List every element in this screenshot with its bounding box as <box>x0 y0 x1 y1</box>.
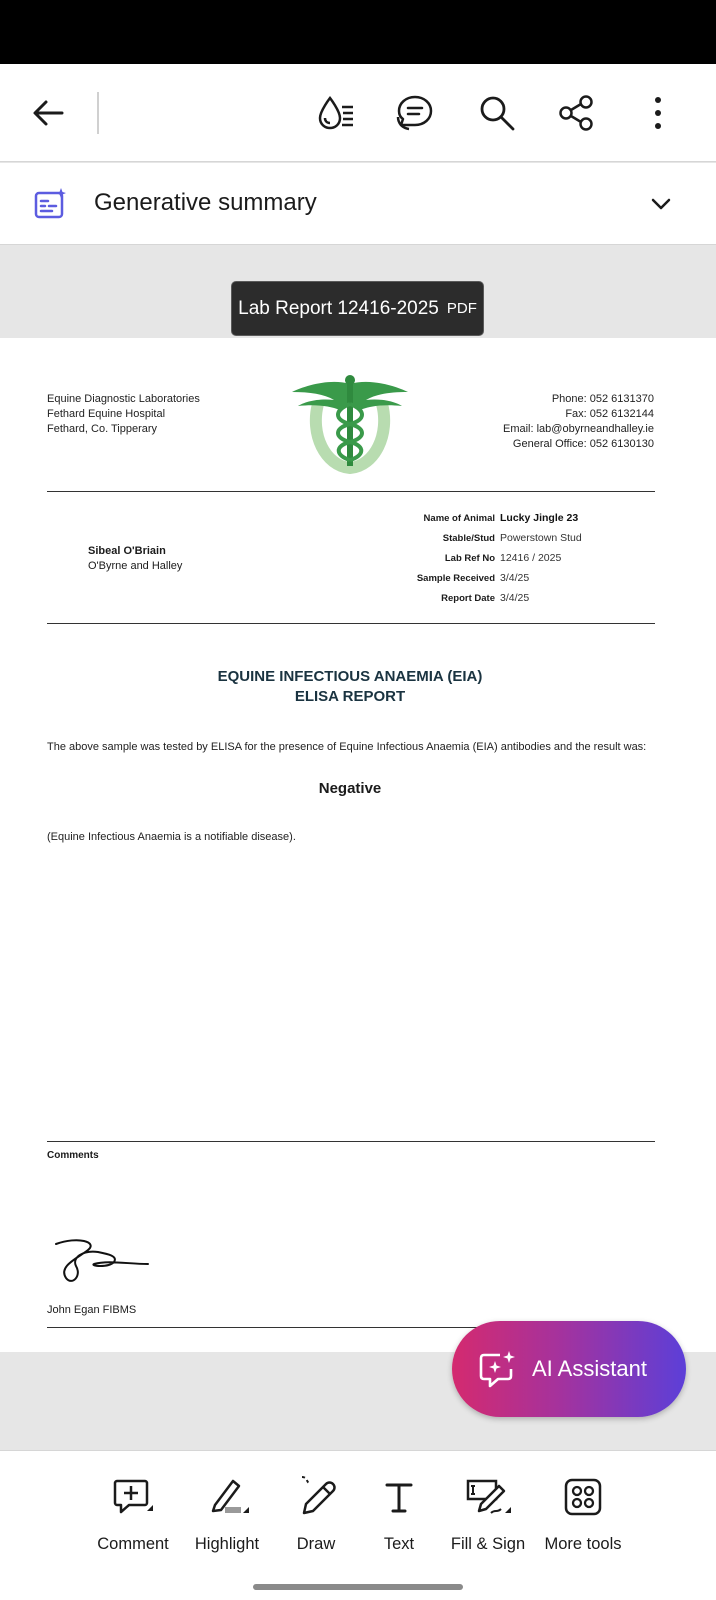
report-intro: The above sample was tested by ELISA for the presence of Equine Infectious Anaemia (EIA) antibodies and the result was: <box>47 741 647 753</box>
details-rule <box>47 623 655 624</box>
meta-value: 3/4/25 <box>500 572 530 584</box>
meta-row <box>380 588 582 608</box>
file-name-pill[interactable] <box>231 281 484 336</box>
contact-line: Phone: 052 6131370 <box>551 393 654 405</box>
fill-sign-icon <box>465 1475 511 1519</box>
chevron-down-icon[interactable] <box>650 193 672 215</box>
lab-address <box>47 392 200 437</box>
meta-value: 12416 / 2025 <box>500 552 562 564</box>
top-app-bar <box>0 64 716 162</box>
tool-fill-sign[interactable] <box>433 1473 543 1554</box>
sample-details <box>380 508 582 608</box>
meta-label: Lab Ref No <box>444 552 495 564</box>
contact-line: General Office: 052 6130130 <box>512 438 654 450</box>
pdf-page <box>0 338 716 1352</box>
share-icon <box>557 93 597 133</box>
meta-row <box>380 548 582 568</box>
meta-row <box>380 528 582 548</box>
file-type: PDF <box>446 300 477 317</box>
tool-label: Text <box>383 1535 415 1553</box>
search-button[interactable] <box>471 87 523 139</box>
tool-label: More tools <box>544 1535 622 1553</box>
liquid-mode-icon <box>316 93 356 133</box>
caduceus-horseshoe-logo <box>290 374 410 474</box>
meta-row <box>380 568 582 588</box>
report-subtitle: ELISA REPORT <box>294 688 406 705</box>
handwritten-signature <box>48 1236 158 1292</box>
highlighter-icon <box>205 1475 249 1519</box>
report-title: EQUINE INFECTIOUS ANAEMIA (EIA) <box>217 668 483 685</box>
pencil-draw-icon <box>294 1475 338 1519</box>
recipient-org: O'Byrne and Halley <box>88 560 183 572</box>
tool-label: Highlight <box>194 1535 260 1553</box>
comment-add-icon <box>111 1475 155 1519</box>
search-icon <box>478 94 516 132</box>
lab-line: Fethard, Co. Tipperary <box>47 423 158 435</box>
meta-value: Lucky Jingle 23 <box>500 512 579 524</box>
text-icon <box>379 1477 419 1517</box>
comments-list-button[interactable] <box>389 87 441 139</box>
generative-summary-label: Generative summary <box>94 189 317 216</box>
lab-contact <box>503 392 654 452</box>
more-vertical-icon <box>652 95 664 131</box>
lab-line: Fethard Equine Hospital <box>47 408 166 420</box>
meta-value: Powerstown Stud <box>500 532 582 544</box>
tool-more-tools[interactable] <box>528 1473 638 1554</box>
meta-label: Stable/Stud <box>442 532 495 544</box>
header-rule <box>47 491 655 492</box>
liquid-mode-button[interactable] <box>310 87 362 139</box>
ai-assistant-button[interactable] <box>452 1321 686 1417</box>
ai-assistant-label: AI Assistant <box>532 1356 647 1381</box>
signer-name: John Egan FIBMS <box>47 1304 137 1316</box>
recipient-name: Sibeal O'Briain <box>88 545 166 557</box>
bottom-toolbar <box>0 1450 716 1600</box>
comments-label: Comments <box>47 1150 99 1161</box>
home-indicator[interactable] <box>253 1584 463 1590</box>
grid-tools-icon <box>563 1477 603 1517</box>
tool-label: Fill & Sign <box>450 1535 526 1553</box>
comments-rule <box>47 1141 655 1142</box>
meta-label: Report Date <box>441 592 495 604</box>
lab-line: Equine Diagnostic Laboratories <box>47 393 200 405</box>
file-name: Lab Report 12416-2025 <box>238 297 439 319</box>
report-note: (Equine Infectious Anaemia is a notifiable disease). <box>47 831 296 843</box>
contact-line: Email: lab@obyrneandhalley.ie <box>503 423 654 435</box>
arrow-left-icon <box>31 96 65 130</box>
meta-label: Name of Animal <box>423 512 495 524</box>
contact-line: Fax: 052 6132144 <box>565 408 654 420</box>
generative-summary-bar[interactable] <box>0 163 716 245</box>
meta-value: 3/4/25 <box>500 592 530 604</box>
meta-row <box>380 508 582 528</box>
test-result: Negative <box>318 780 382 797</box>
toolbar-divider <box>97 92 99 134</box>
tool-label: Draw <box>296 1535 336 1553</box>
more-options-button[interactable] <box>632 87 684 139</box>
recipient-block <box>88 544 182 574</box>
generative-summary-icon <box>34 187 68 221</box>
comments-list-icon <box>395 93 435 133</box>
ai-sparkle-chat-icon <box>478 1349 518 1389</box>
status-bar <box>0 0 716 64</box>
meta-label: Sample Received <box>416 572 495 584</box>
tool-label: Comment <box>97 1535 169 1553</box>
back-button[interactable] <box>22 87 74 139</box>
share-button[interactable] <box>551 87 603 139</box>
